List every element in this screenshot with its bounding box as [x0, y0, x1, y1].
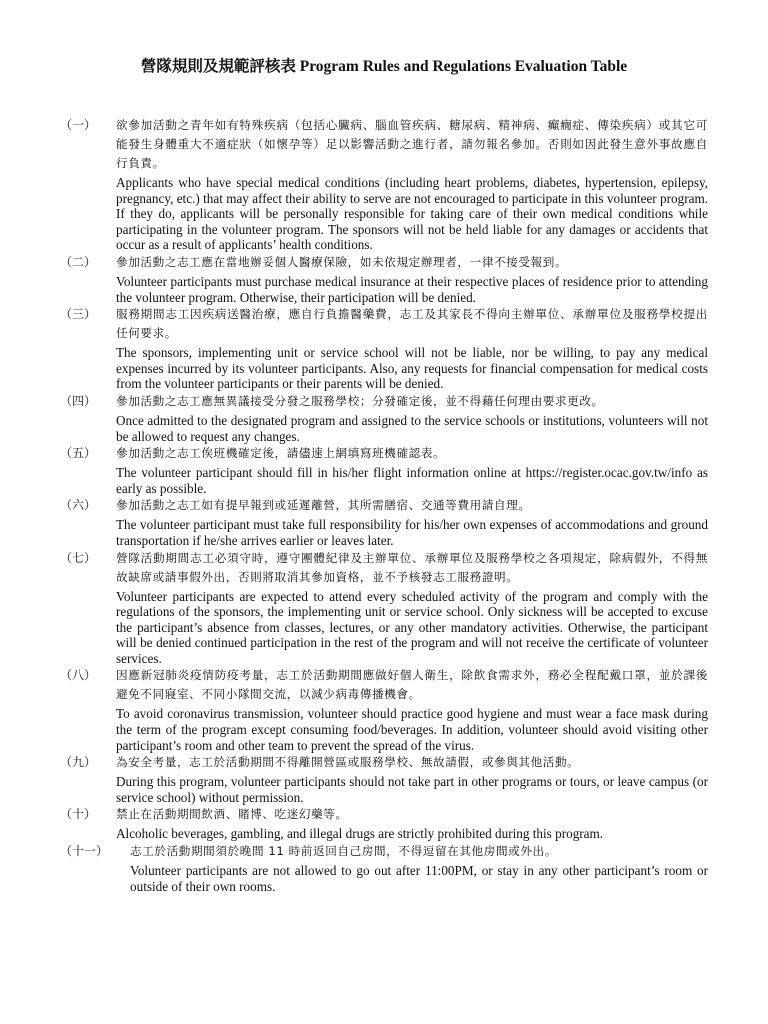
rule-body [116, 549, 708, 667]
rule-text-english: Alcoholic beverages, gambling, and illegal drugs are strictly prohibited during this program. [116, 826, 604, 842]
rule-text-english: Volunteer participants must purchase medical insurance at their respective places of residence prior to attending the volunteer program. Otherwise, their participation will be denied. [116, 273, 708, 305]
rule-item-8 [60, 666, 708, 753]
rule-body [116, 805, 708, 842]
rule-text-english: To avoid coronavirus transmission, volunteer should practice good hygiene and must wear a face mask during the term of the program except consuming food/beverages. In addition, volunteer should avoid visiting other participant’s room and other team to prevent the spread of the virus. [116, 706, 708, 753]
rule-body [116, 116, 708, 253]
rule-number: （二） [60, 254, 97, 269]
rule-item-6 [60, 496, 708, 548]
rule-text-english: Once admitted to the designated program and assigned to the service schools or institutions, volunteers will not be allowed to request any changes. [116, 412, 708, 444]
rule-text-chinese: 禁止在活動期間飲酒、賭博、吃迷幻藥等。 [116, 807, 348, 822]
rule-text-chinese: 服務期間志工因疾病送醫治療，應自行負擔醫藥費，志工及其家長不得向主辦單位、承辦單位及服務學校提出任何要求。 [116, 307, 708, 341]
rule-item-4 [60, 392, 708, 444]
rule-text-chinese: 參加活動之志工俟班機確定後，請儘速上網填寫班機確認表。 [116, 446, 446, 461]
rule-text-chinese: 參加活動之志工應在當地辦妥個人醫療保險，如未依規定辦理者，一律不接受報到。 [116, 254, 568, 269]
rule-text-english: The volunteer participant must take full responsibility for his/her own expenses of accommodations and ground transportation if he/she arrives earlier or leaves later. [116, 517, 708, 548]
rule-item-10 [60, 805, 708, 842]
rule-text-english: Applicants who have special medical conditions (including heart problems, diabetes, hypertension, epilepsy, pregnancy, etc.) that may affect their ability to serve are not encouraged to participate in this volunteer program. If they do, applicants will be personally responsible for taking care of their own medical conditions while participating in the volunteer program. The sponsors will not be held liable for any damages or accidents that occur as a result of applicants’ health conditions. [116, 175, 708, 253]
rule-body [116, 444, 708, 496]
rule-body [116, 666, 708, 753]
rule-number: （十） [60, 807, 97, 822]
rule-number: （七） [60, 550, 97, 565]
rule-item-11 [60, 842, 708, 894]
rule-text-english: The volunteer participant should fill in his/her flight information online at https://register.ocac.gov.tw/info as early as possible. [116, 465, 708, 496]
rule-text-chinese: 參加活動之志工如有提早報到或延遲離營，其所需膳宿、交通等費用請自理。 [116, 498, 531, 513]
rule-text-chinese: 營隊活動期間志工必須守時，遵守團體紀律及主辦單位、承辦單位及服務學校之各項規定，除病假外，不得無故缺席或請事假外出，否則將取消其參加資格，並不予核發志工服務證明。 [116, 550, 708, 584]
rule-item-1 [60, 116, 708, 253]
rule-number: （三） [60, 307, 97, 322]
rule-body [116, 753, 708, 805]
rule-text-chinese: 欲參加活動之青年如有特殊疾病（包括心臟病、腦血管疾病、糖尿病、精神病、癲癇症、傳染疾病）或其它可能發生身體重大不適症狀（如懷孕等）足以影響活動之進行者，請勿報名參加。否則如因此發生意外事故應自行負責。 [116, 118, 708, 170]
rule-body [116, 392, 708, 444]
rule-number: （九） [60, 755, 97, 770]
rule-body [116, 496, 708, 548]
rule-body [116, 253, 708, 305]
rule-text-english: Volunteer participants are expected to attend every scheduled activity of the program and comply with the regulations of the sponsors, the implementing unit or service school. Only sickness will be accepted to excuse the participant’s absence from classes, lectures, or any other mandatory activities. Otherwise, the participant will be denied continued participation in the rest of the program and will not receive the certificate of volunteer services. [116, 588, 708, 666]
rule-body [116, 305, 708, 392]
rule-body [130, 842, 708, 894]
rule-item-5 [60, 444, 708, 496]
rule-item-7 [60, 549, 708, 667]
rule-number: （八） [60, 668, 97, 683]
rule-item-2 [60, 253, 708, 305]
document-title: 營隊規則及規範評核表 Program Rules and Regulations Evaluation Table [140, 58, 628, 75]
rule-number: （六） [60, 498, 97, 513]
rule-text-chinese: 參加活動之志工應無異議接受分發之服務學校；分發確定後，並不得藉任何理由要求更改。 [116, 393, 604, 408]
rule-number: （一） [60, 118, 97, 132]
rule-number: （五） [60, 446, 97, 461]
rule-text-chinese: 因應新冠肺炎疫情防疫考量，志工於活動期間應做好個人衛生，除飲食需求外，務必全程配戴口罩，並於課後避免不同寢室、不同小隊間交流，以減少病毒傳播機會。 [116, 668, 708, 702]
rule-text-english: During this program, volunteer participants should not take part in other programs or tours, or leave campus (or service school) without permission. [116, 774, 708, 805]
rule-text-english: Volunteer participants are not allowed to go out after 11:00PM, or stay in any other participant’s room or outside of their own rooms. [130, 863, 708, 894]
rule-text-chinese: 志工於活動期間須於晚間 11 時前返回自己房間，不得逗留在其他房間或外出。 [130, 844, 557, 859]
rule-number: （十一） [60, 844, 109, 859]
rule-text-chinese: 為安全考量，志工於活動期間不得離開營區或服務學校、無故請假，或參與其他活動。 [116, 755, 580, 770]
rule-item-9 [60, 753, 708, 805]
rule-item-3 [60, 305, 708, 392]
rule-number: （四） [60, 393, 97, 408]
rule-text-english: The sponsors, implementing unit or service school will not be liable, nor be willing, to pay any medical expenses incurred by its volunteer participants. Also, any requests for financial compensation for medical costs from the volunteer participants or their parents will be denied. [116, 345, 708, 392]
